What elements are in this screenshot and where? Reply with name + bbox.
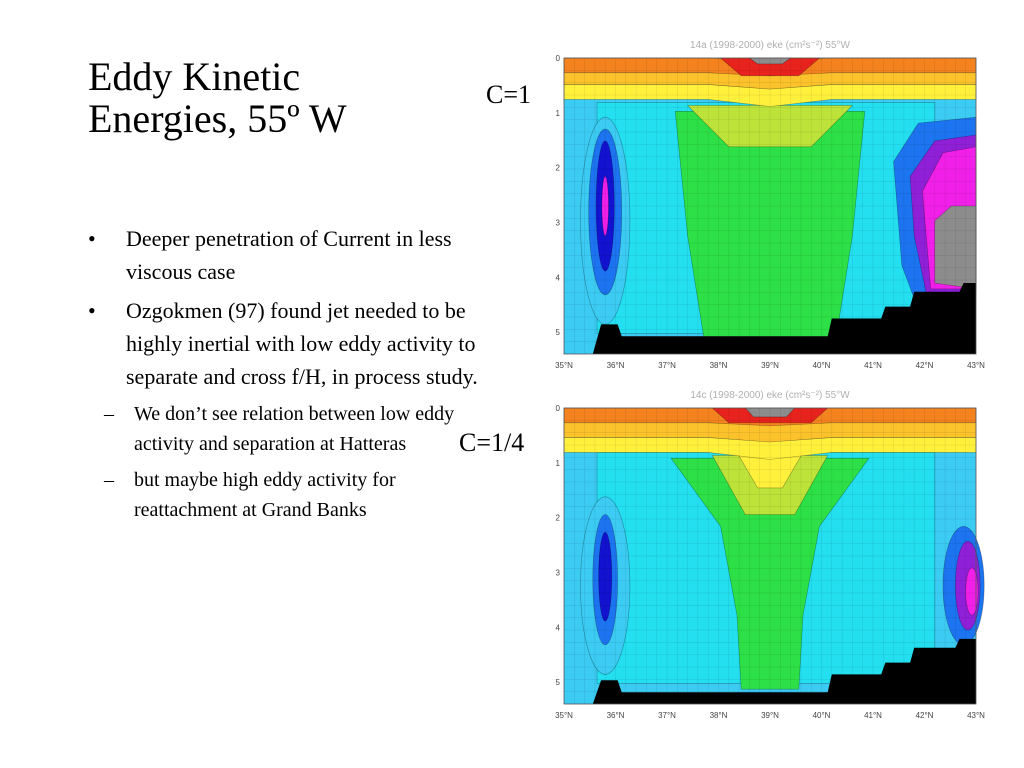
latitude-tick-label: 41°N	[864, 711, 882, 720]
depth-tick-label: 5	[555, 678, 560, 688]
depth-tick-label: 3	[555, 568, 560, 578]
sub-bullet-item	[88, 465, 478, 525]
latitude-tick-label: 42°N	[915, 361, 934, 370]
sub-bullet-text: but maybe high eddy activity for reattachment at Grand Banks	[134, 469, 396, 521]
sub-bullet-item	[88, 399, 478, 459]
latitude-tick-label: 38°N	[709, 361, 728, 370]
model-grid	[564, 408, 976, 704]
sub-bullet-marker: –	[104, 403, 114, 425]
model-grid	[564, 58, 976, 354]
latitude-tick-label: 37°N	[658, 711, 676, 720]
latitude-tick-label: 35°N	[555, 711, 573, 720]
depth-tick-label: 1	[555, 108, 560, 118]
latitude-tick-label: 36°N	[606, 361, 625, 370]
bullet-marker: •	[88, 298, 96, 323]
latitude-tick-label: 41°N	[864, 361, 882, 370]
bullet-marker: •	[88, 226, 96, 251]
depth-tick-label: 0	[555, 404, 560, 413]
depth-tick-label: 1	[555, 458, 560, 468]
depth-tick-label: 2	[555, 513, 560, 523]
eke-section-plot-c1-4	[540, 384, 1000, 730]
case-label-c1: C=1	[486, 80, 532, 109]
latitude-tick-label: 37°N	[658, 361, 676, 370]
contour-plot-svg	[540, 34, 1000, 380]
bullet-item	[88, 222, 478, 288]
depth-tick-label: 5	[555, 328, 560, 338]
latitude-tick-label: 36°N	[606, 711, 625, 720]
depth-tick-label: 3	[555, 218, 560, 228]
plot-title: 14a (1998-2000) eke (cm²s⁻²) 55°W	[690, 40, 850, 51]
case-label-c1-4: C=1/4	[459, 428, 525, 457]
latitude-tick-label: 43°N	[967, 711, 985, 720]
bullet-list	[88, 222, 478, 531]
bullet-text: Deeper penetration of Current in less viscous case	[126, 226, 452, 284]
latitude-tick-label: 40°N	[812, 711, 831, 720]
sub-bullet-list	[104, 399, 478, 525]
depth-tick-label: 4	[555, 623, 560, 633]
sub-bullet-marker: –	[104, 469, 114, 491]
depth-tick-label: 4	[555, 273, 560, 283]
depth-tick-label: 0	[555, 54, 560, 63]
latitude-tick-label: 35°N	[555, 361, 573, 370]
contour-plot-svg	[540, 384, 1000, 730]
latitude-tick-label: 39°N	[761, 361, 779, 370]
slide-title-line2: Energies, 55º W	[88, 96, 347, 141]
depth-tick-label: 2	[555, 163, 560, 173]
latitude-tick-label: 43°N	[967, 361, 985, 370]
latitude-tick-label: 40°N	[812, 361, 831, 370]
eke-section-plot-c1	[540, 34, 1000, 380]
latitude-tick-label: 39°N	[761, 711, 779, 720]
slide-title-line1: Eddy Kinetic	[88, 54, 301, 99]
latitude-tick-label: 38°N	[709, 711, 728, 720]
bullet-text: Ozgokmen (97) found jet needed to be highly inertial with low eddy activity to separate and cross f/H, in process study.	[126, 298, 478, 389]
bullet-item	[88, 294, 478, 525]
latitude-tick-label: 42°N	[915, 711, 934, 720]
plot-title: 14c (1998-2000) eke (cm²s⁻²) 55°W	[690, 390, 850, 401]
sub-bullet-text: We don’t see relation between low eddy activity and separation at Hatteras	[134, 403, 455, 455]
slide-title	[88, 56, 488, 140]
